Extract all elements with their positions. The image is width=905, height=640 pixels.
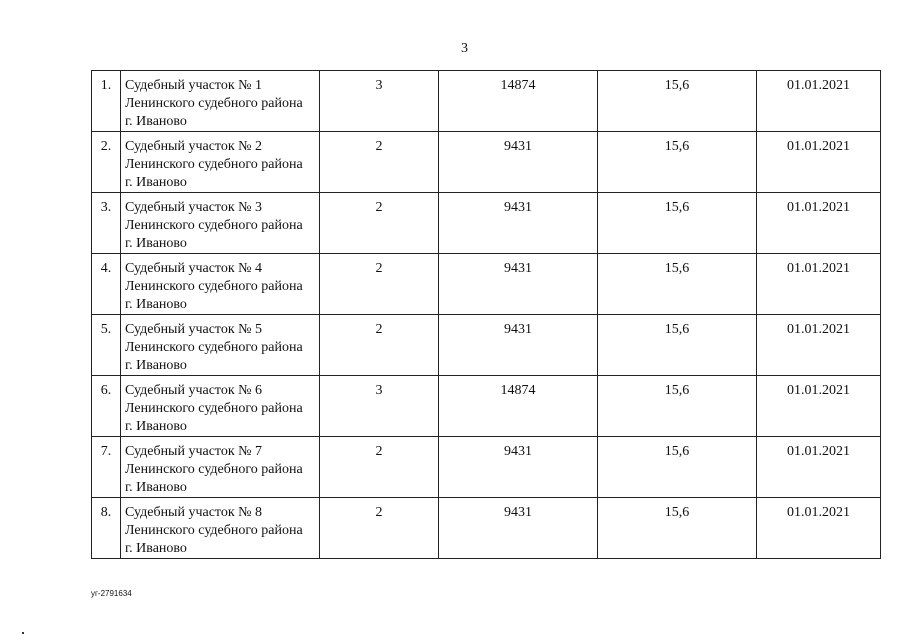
cell-count: 3 xyxy=(320,376,439,437)
court-district-name-line: г. Иваново xyxy=(125,358,187,373)
row-number: 8. xyxy=(92,498,121,559)
table-row xyxy=(92,71,881,132)
court-district-name-line: Судебный участок № 1 xyxy=(125,78,263,93)
cell-rate: 15,6 xyxy=(598,315,757,376)
cell-count: 2 xyxy=(320,498,439,559)
document-code: уг-2791634 xyxy=(91,589,132,598)
court-district-name-line: Ленинского судебного района xyxy=(125,462,303,477)
court-districts-table xyxy=(91,70,881,559)
court-district-name xyxy=(121,71,320,132)
court-district-name-line: Ленинского судебного района xyxy=(125,96,303,111)
table-row xyxy=(92,132,881,193)
court-district-name-line: Ленинского судебного района xyxy=(125,157,303,172)
court-district-name-line: г. Иваново xyxy=(125,541,187,556)
cell-date: 01.01.2021 xyxy=(757,376,881,437)
cell-amount: 9431 xyxy=(439,437,598,498)
table-row xyxy=(92,193,881,254)
row-number: 5. xyxy=(92,315,121,376)
cell-amount: 9431 xyxy=(439,132,598,193)
cell-count: 2 xyxy=(320,315,439,376)
cell-amount: 14874 xyxy=(439,71,598,132)
row-number: 6. xyxy=(92,376,121,437)
table-row xyxy=(92,498,881,559)
cell-rate: 15,6 xyxy=(598,132,757,193)
cell-amount: 14874 xyxy=(439,376,598,437)
table-row xyxy=(92,254,881,315)
row-number: 1. xyxy=(92,71,121,132)
court-district-name-line: г. Иваново xyxy=(125,297,187,312)
table-row xyxy=(92,376,881,437)
page-number: 3 xyxy=(461,41,468,56)
court-district-name xyxy=(121,254,320,315)
court-district-name-line: г. Иваново xyxy=(125,114,187,129)
cell-amount: 9431 xyxy=(439,254,598,315)
cell-date: 01.01.2021 xyxy=(757,193,881,254)
table-row xyxy=(92,315,881,376)
scan-speck xyxy=(22,632,24,634)
table-body xyxy=(92,71,881,559)
cell-rate: 15,6 xyxy=(598,376,757,437)
court-district-name-line: Судебный участок № 5 xyxy=(125,322,263,337)
cell-count: 3 xyxy=(320,71,439,132)
court-district-name-line: Судебный участок № 4 xyxy=(125,261,263,276)
cell-amount: 9431 xyxy=(439,193,598,254)
court-district-name-line: г. Иваново xyxy=(125,236,187,251)
cell-date: 01.01.2021 xyxy=(757,498,881,559)
court-district-name-line: Ленинского судебного района xyxy=(125,340,303,355)
cell-amount: 9431 xyxy=(439,498,598,559)
court-district-name-line: г. Иваново xyxy=(125,419,187,434)
court-district-name-line: Ленинского судебного района xyxy=(125,401,303,416)
cell-date: 01.01.2021 xyxy=(757,437,881,498)
cell-rate: 15,6 xyxy=(598,254,757,315)
court-district-name-line: Судебный участок № 8 xyxy=(125,505,263,520)
cell-date: 01.01.2021 xyxy=(757,254,881,315)
court-district-name-line: Судебный участок № 2 xyxy=(125,139,263,154)
court-district-name-line: Ленинского судебного района xyxy=(125,279,303,294)
table-row xyxy=(92,437,881,498)
court-district-name xyxy=(121,132,320,193)
row-number: 2. xyxy=(92,132,121,193)
cell-date: 01.01.2021 xyxy=(757,315,881,376)
court-district-name xyxy=(121,315,320,376)
court-district-name-line: г. Иваново xyxy=(125,175,187,190)
cell-rate: 15,6 xyxy=(598,193,757,254)
cell-count: 2 xyxy=(320,193,439,254)
court-district-name-line: Судебный участок № 7 xyxy=(125,444,263,459)
court-district-name-line: Судебный участок № 3 xyxy=(125,200,263,215)
row-number: 7. xyxy=(92,437,121,498)
court-district-name xyxy=(121,193,320,254)
cell-count: 2 xyxy=(320,132,439,193)
cell-rate: 15,6 xyxy=(598,71,757,132)
court-district-name xyxy=(121,437,320,498)
court-district-name xyxy=(121,376,320,437)
row-number: 4. xyxy=(92,254,121,315)
cell-rate: 15,6 xyxy=(598,437,757,498)
cell-amount: 9431 xyxy=(439,315,598,376)
cell-date: 01.01.2021 xyxy=(757,132,881,193)
court-district-name-line: Ленинского судебного района xyxy=(125,523,303,538)
cell-date: 01.01.2021 xyxy=(757,71,881,132)
row-number: 3. xyxy=(92,193,121,254)
cell-count: 2 xyxy=(320,437,439,498)
court-district-name xyxy=(121,498,320,559)
court-district-name-line: Ленинского судебного района xyxy=(125,218,303,233)
court-district-name-line: г. Иваново xyxy=(125,480,187,495)
cell-count: 2 xyxy=(320,254,439,315)
cell-rate: 15,6 xyxy=(598,498,757,559)
court-district-name-line: Судебный участок № 6 xyxy=(125,383,263,398)
